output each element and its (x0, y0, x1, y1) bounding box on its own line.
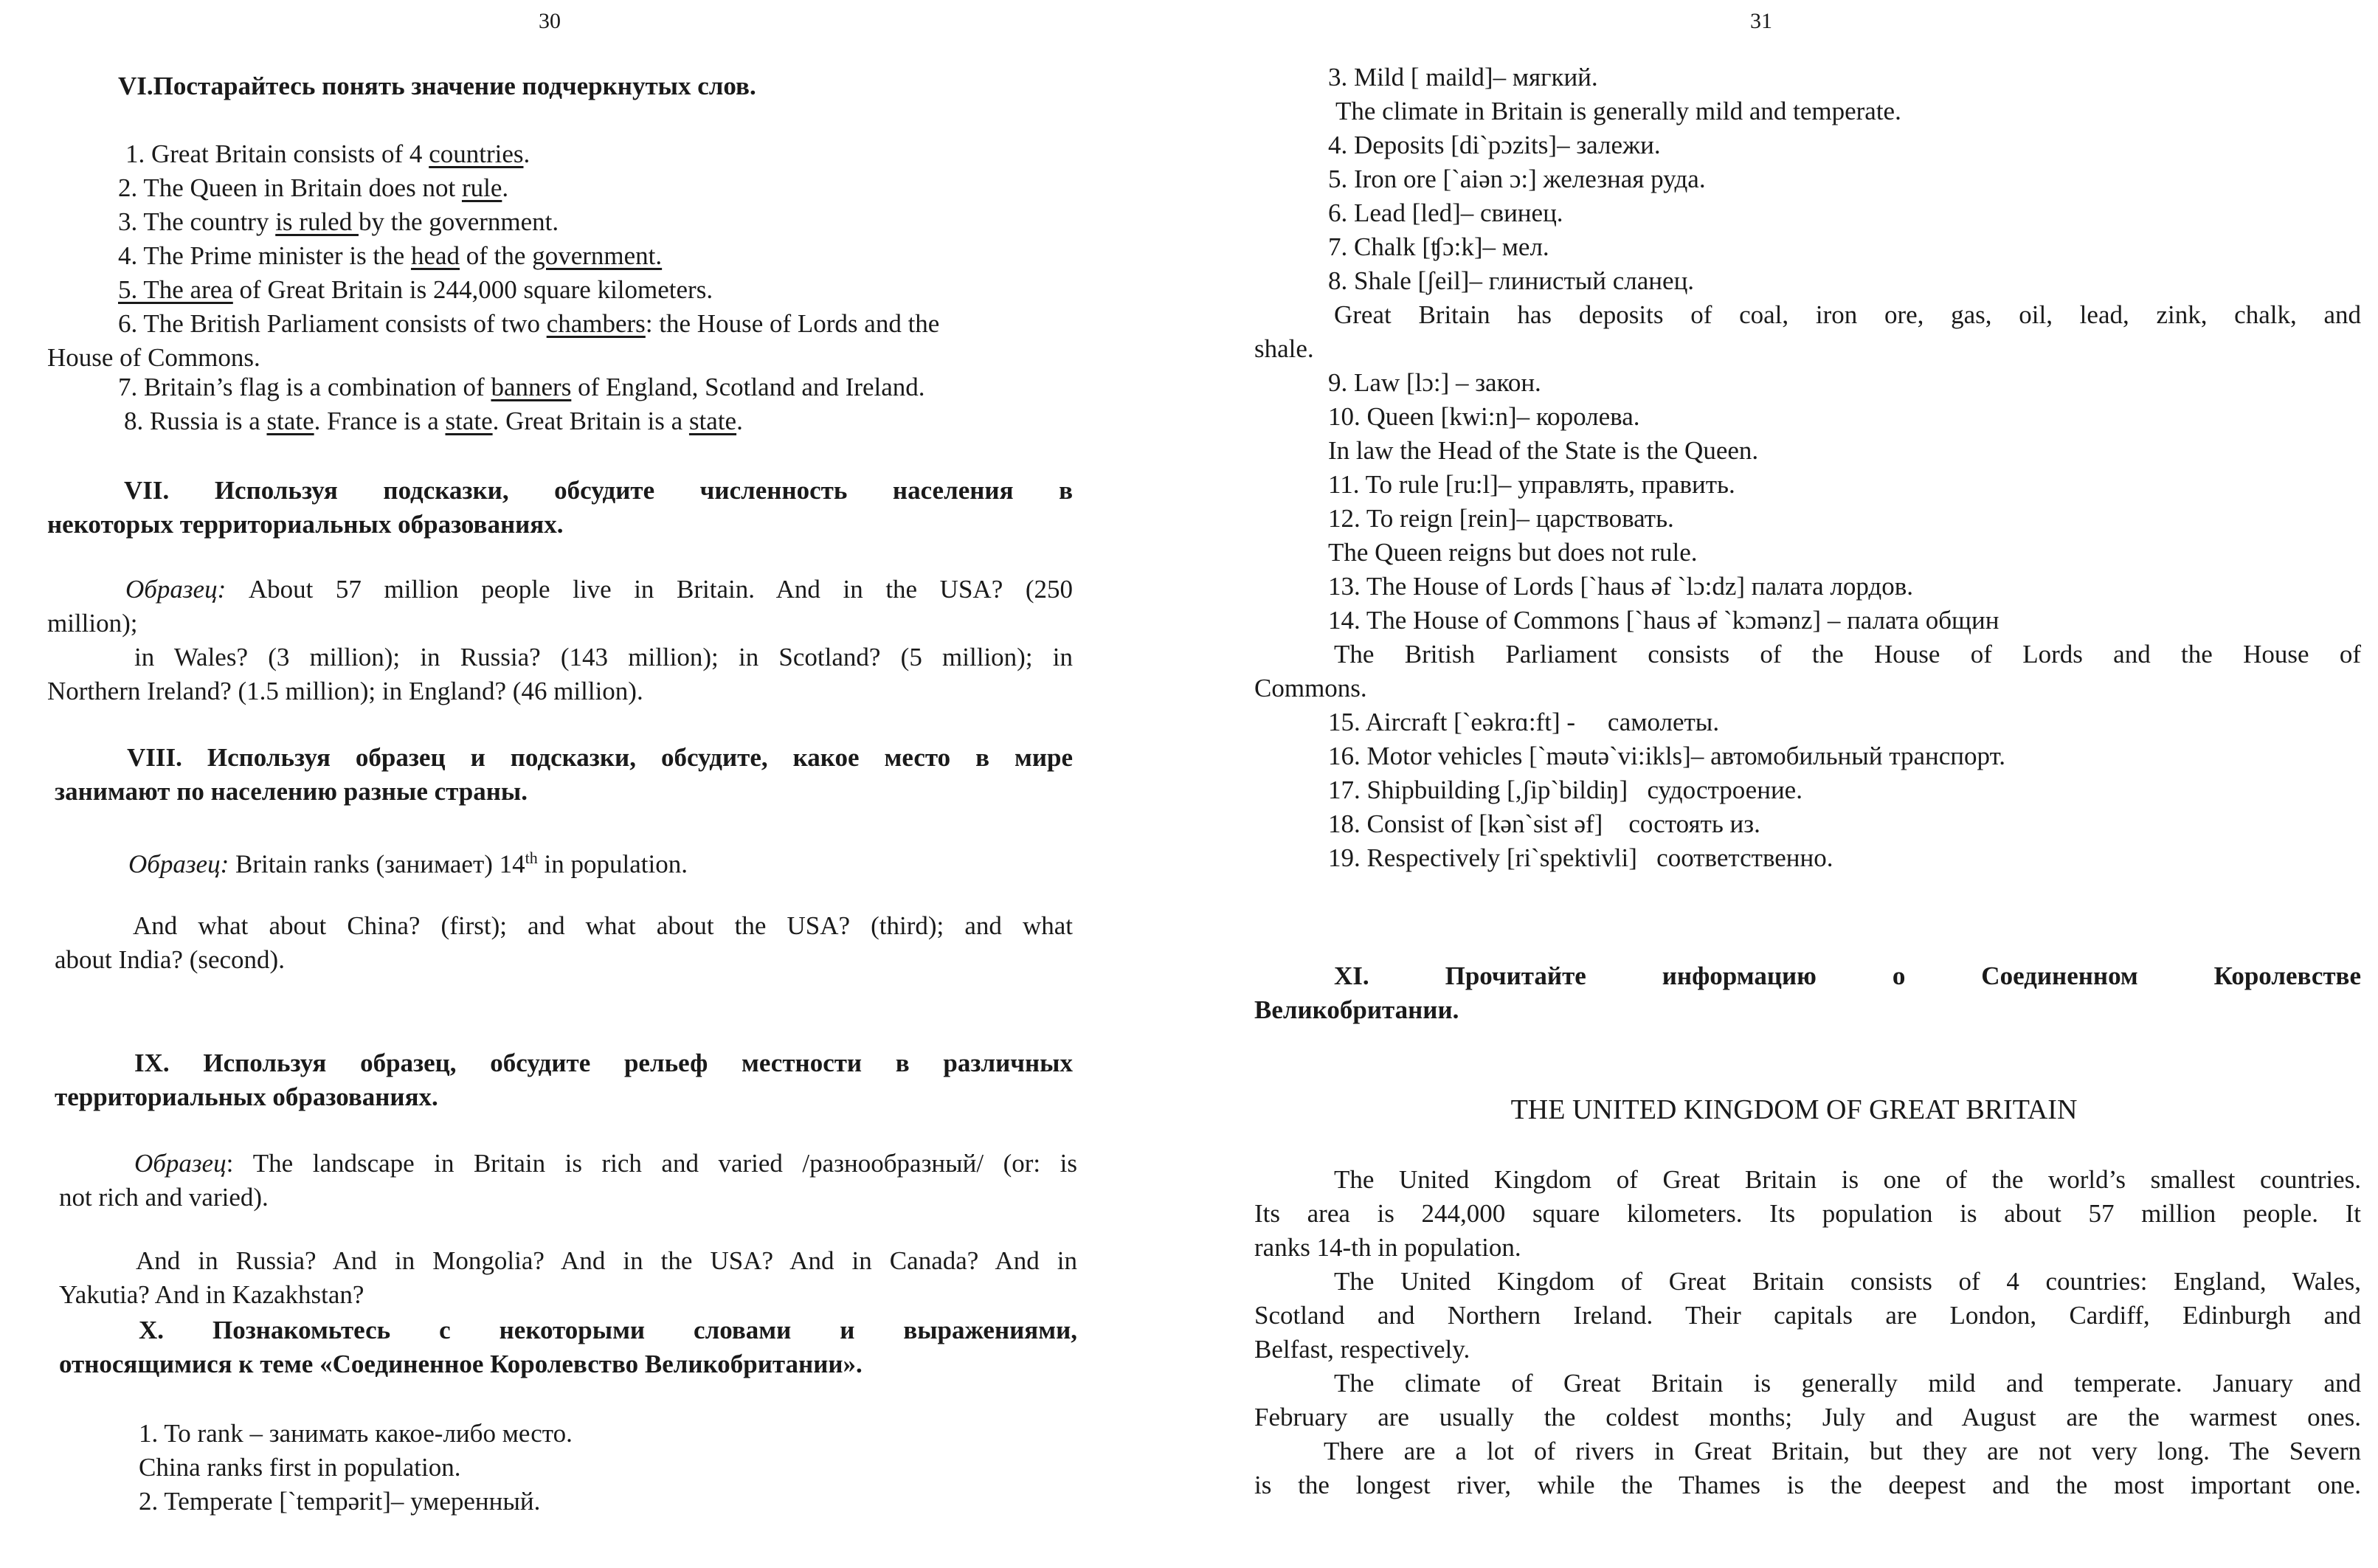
left-page (0, 0, 1092, 1568)
list-item: 2. Temperate [`tempərit]– умеренный. (139, 1487, 541, 1516)
list-item: 16. Motor vehicles [`məutə`vi:ikls]– автомобильный транспорт. (1328, 742, 2005, 770)
list-item: 17. Shipbuilding [,ʃip`bildiŋ] судостроение. (1328, 776, 1802, 804)
example-sentence: The Queen reigns but does not rule. (1328, 538, 1698, 567)
exercise-title: XI. Прочитайте информацию о Соединенном Королевстве (1334, 961, 2361, 990)
exercise-title: VII. Используя подсказки, обсудите численность населения в (124, 476, 1073, 505)
exercise-7-sample: Образец: About 57 million people live in Britain. And in the USA? (250 million); in Wales? (3 million); in Russia? (143 million); in Scotland? (5 million); in Northern Ireland? (1.5 million); in England? (46 million). (47, 575, 1073, 705)
page-number: 30 (539, 9, 561, 33)
list-item: 6. Lead [led]– свинец. (1328, 198, 1563, 227)
exercise-title-cont: территориальных образованиях. (55, 1082, 438, 1111)
list-item: 4. Deposits [di`pɔzits]– залежи. (1328, 131, 1661, 159)
list-item: 10. Queen [kwi:n]– королева. (1328, 402, 1640, 431)
list-item: 2. The Queen in Britain does not rule. (118, 173, 509, 202)
exercise-8-hints: And what about China? (first); and what about the USA? (third); and what about India? (second). (55, 911, 1073, 974)
list-item: 9. Law [lɔ:] – закон. (1328, 368, 1541, 397)
list-item-continuation: House of Commons. (47, 343, 260, 372)
vocabulary-list (1328, 61, 2354, 298)
exercise-title: X. Познакомьтесь с некоторыми словами и выражениями, (139, 1316, 1077, 1344)
page-number: 31 (1750, 9, 1772, 33)
vocabulary-example: The British Parliament consists of the House of Lords and the House of Commons. (1254, 640, 2361, 702)
exercise-title-cont: занимают по населению разные страны. (55, 777, 528, 806)
list-item: 8. Shale [ʃeil]– глинистый сланец. (1328, 266, 1695, 295)
sample-label: Образец (134, 1149, 227, 1178)
vocabulary-example: Great Britain has deposits of coal, iron ore, gas, oil, lead, zink, chalk, and shale. (1254, 300, 2361, 363)
exercise-6-items (118, 137, 1070, 341)
list-item: 1. Great Britain consists of 4 countries. (125, 139, 530, 168)
list-item: 14. The House of Commons [`haus əf `kɔmənz] – палата общин (1328, 606, 1999, 635)
exercise-9-hints: And in Russia? And in Mongolia? And in the USA? And in Canada? And in Yakutia? And in Kazakhstan? (59, 1246, 1077, 1309)
text-heading: THE UNITED KINGDOM OF GREAT BRITAIN (1510, 1094, 2078, 1125)
example-sentence: In law the Head of the State is the Queen. (1328, 436, 1759, 465)
exercise-title: IX. Используя образец, обсудите рельеф местности в различных (134, 1049, 1073, 1077)
exercise-7 (47, 474, 1073, 542)
exercise-title-cont: относящимися к теме «Соединенное Королевство Великобритании». (59, 1350, 863, 1378)
list-item: 13. The House of Lords [`haus əf `lɔ:dz] палата лордов. (1328, 572, 1914, 601)
list-item: 11. To rule [ru:l]– управлять, править. (1328, 470, 1735, 499)
list-item: 6. The British Parliament consists of two chambers: the House of Lords and the (118, 309, 940, 338)
exercise-title: VIII. Используя образец и подсказки, обсудите, какое место в мире (127, 743, 1073, 772)
vocabulary-list-2 (1328, 366, 2354, 638)
exercise-title-cont: Великобритании. (1254, 995, 1459, 1024)
sample-label: Образец: (128, 849, 229, 879)
list-item: 19. Respectively [ri`spektivli] соответственно. (1328, 843, 1833, 872)
vocabulary-list-3 (1328, 705, 2354, 875)
exercise-10-items (139, 1417, 573, 1519)
list-item: 18. Consist of [kən`sist əf] состоять из. (1328, 809, 1760, 838)
exercise-title: VI.Постарайтесь понять значение подчеркнутых слов. (118, 72, 756, 100)
right-page (1240, 0, 2378, 1568)
list-item: 12. To reign [rein]– царствовать. (1328, 504, 1674, 533)
exercise-10 (59, 1313, 1077, 1381)
exercise-title-cont: некоторых территориальных образованиях. (47, 510, 564, 539)
list-item: 8. Russia is a state. France is a state. Great Britain is a state. (124, 407, 743, 435)
example-sentence: The climate in Britain is generally mild and temperate. (1335, 97, 1901, 125)
list-item: 15. Aircraft [`eəkrɑ:ft] - самолеты. (1328, 708, 1720, 736)
example-sentence: China ranks first in population. (139, 1453, 461, 1482)
exercise-8 (55, 741, 1073, 809)
list-item: 3. Mild [ maild]– мягкий. (1328, 63, 1598, 91)
exercise-11 (1254, 959, 2361, 1027)
list-item: 5. The area of Great Britain is 244,000 square kilometers. (118, 275, 713, 304)
list-item: 4. The Prime minister is the head of the government. (118, 241, 663, 270)
exercise-9 (55, 1046, 1073, 1114)
exercise-8-sample: Образец: Britain ranks (занимает) 14th in population. (128, 849, 688, 879)
list-item: 7. Britain’s flag is a combination of banners of England, Scotland and Ireland. (118, 373, 925, 401)
exercise-9-sample: Образец: The landscape in Britain is rich and varied /разнообразный/ (or: is not rich and varied). (59, 1149, 1077, 1212)
list-item: 1. To rank – занимать какое-либо место. (139, 1419, 573, 1448)
list-item: 5. Iron ore [`aiən ɔ:] железная руда. (1328, 165, 1706, 193)
reading-text: The United Kingdom of Great Britain is one of the world’s smallest countries. Its area is 244,000 square kilometers. Its population is about 57 million people. It ranks 14-th in population. The United Kingdom of Great Britain consists of 4 countries: England, Wales, Scotland and Northern Ireland. Their capitals are London, Cardiff, Edinburgh and Belfast, respectively. The climate of Great Britain is generally mild and temperate. January and February are usually the coldest months; July and August are the warmest ones. There are a lot of rivers in Great Britain, but they are not very long. The Severn is the longest river, while the Thames is the deepest and the most important one. (1254, 1165, 2361, 1499)
exercise-6-items-2 (118, 370, 925, 438)
list-item: 7. Chalk [ʧɔ:k]– мел. (1328, 232, 1549, 261)
sample-label: Образец: (125, 575, 227, 604)
exercise-6 (118, 69, 756, 103)
list-item: 3. The country is ruled by the government. (118, 207, 559, 236)
